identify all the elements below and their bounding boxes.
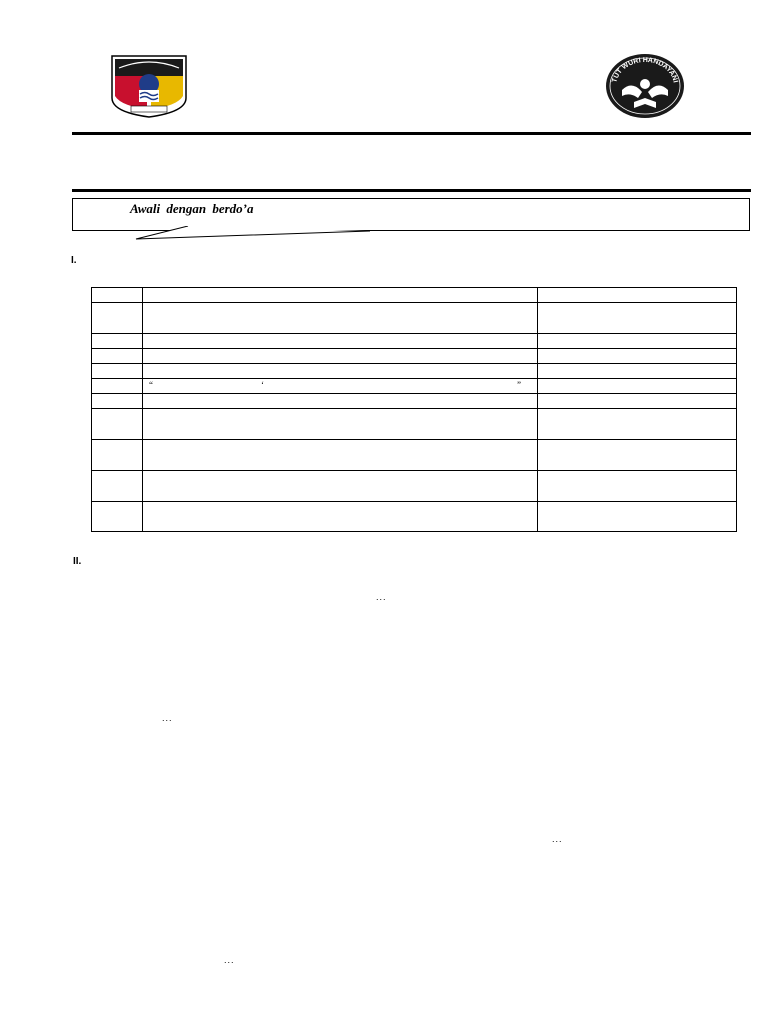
table-cell-no [92, 379, 143, 394]
table-row [92, 288, 737, 303]
table-cell-question [143, 471, 538, 502]
table-cell-question [143, 379, 538, 394]
close-quote: ” [517, 380, 521, 390]
tut-wuri-handayani-emblem-icon [604, 52, 686, 120]
svg-text:TUT WURI HANDAYANI: TUT WURI HANDAYANI [611, 56, 679, 84]
table-cell-question [143, 440, 538, 471]
callout-text: Awali dengan berdo’a [130, 201, 254, 216]
table-cell-answer [538, 303, 737, 334]
callout-pointer [130, 226, 370, 242]
table-cell-no [92, 334, 143, 349]
table-row [92, 440, 737, 471]
table-cell-no [92, 471, 143, 502]
table-cell-answer [538, 502, 737, 532]
table-cell-question [143, 334, 538, 349]
table-cell-question [143, 303, 538, 334]
table-row [92, 303, 737, 334]
padang-city-emblem-icon [109, 54, 189, 118]
table-row [92, 502, 737, 532]
ellipsis-mark: ... [552, 834, 563, 844]
table-cell-no [92, 364, 143, 379]
table-cell-no [92, 349, 143, 364]
ellipsis-mark: ... [376, 592, 387, 602]
table-cell-no [92, 502, 143, 532]
table-cell-answer [538, 364, 737, 379]
table-cell-answer [538, 288, 737, 303]
table-cell-question [143, 409, 538, 440]
table-cell-answer [538, 440, 737, 471]
table-cell-question [143, 349, 538, 364]
table-row [92, 471, 737, 502]
table-cell-question [143, 394, 538, 409]
table-cell-answer [538, 471, 737, 502]
header-rule-top [72, 132, 751, 135]
table-cell-question [143, 288, 538, 303]
table-cell-no [92, 409, 143, 440]
table-row [92, 334, 737, 349]
table-row [92, 379, 737, 394]
table-row [92, 409, 737, 440]
table-cell-no [92, 440, 143, 471]
table-row [92, 364, 737, 379]
section-heading-2: II. [73, 556, 82, 567]
table-cell-answer [538, 409, 737, 440]
table-cell-question [143, 364, 538, 379]
ellipsis-mark: ... [162, 713, 173, 723]
table-cell-no [92, 394, 143, 409]
table-cell-question [143, 502, 538, 532]
table-cell-answer [538, 349, 737, 364]
header-rule-bottom [72, 189, 751, 192]
section-heading-1: I. [71, 255, 77, 266]
table-cell-no [92, 288, 143, 303]
table-row [92, 349, 737, 364]
table-cell-no [92, 303, 143, 334]
open-quote: “ [149, 380, 153, 390]
table-cell-answer [538, 334, 737, 349]
table-cell-answer [538, 379, 737, 394]
ellipsis-mark: ... [224, 955, 235, 965]
table-cell-answer [538, 394, 737, 409]
matching-table [91, 287, 737, 532]
single-quote: ‘ [261, 380, 264, 390]
table-row [92, 394, 737, 409]
